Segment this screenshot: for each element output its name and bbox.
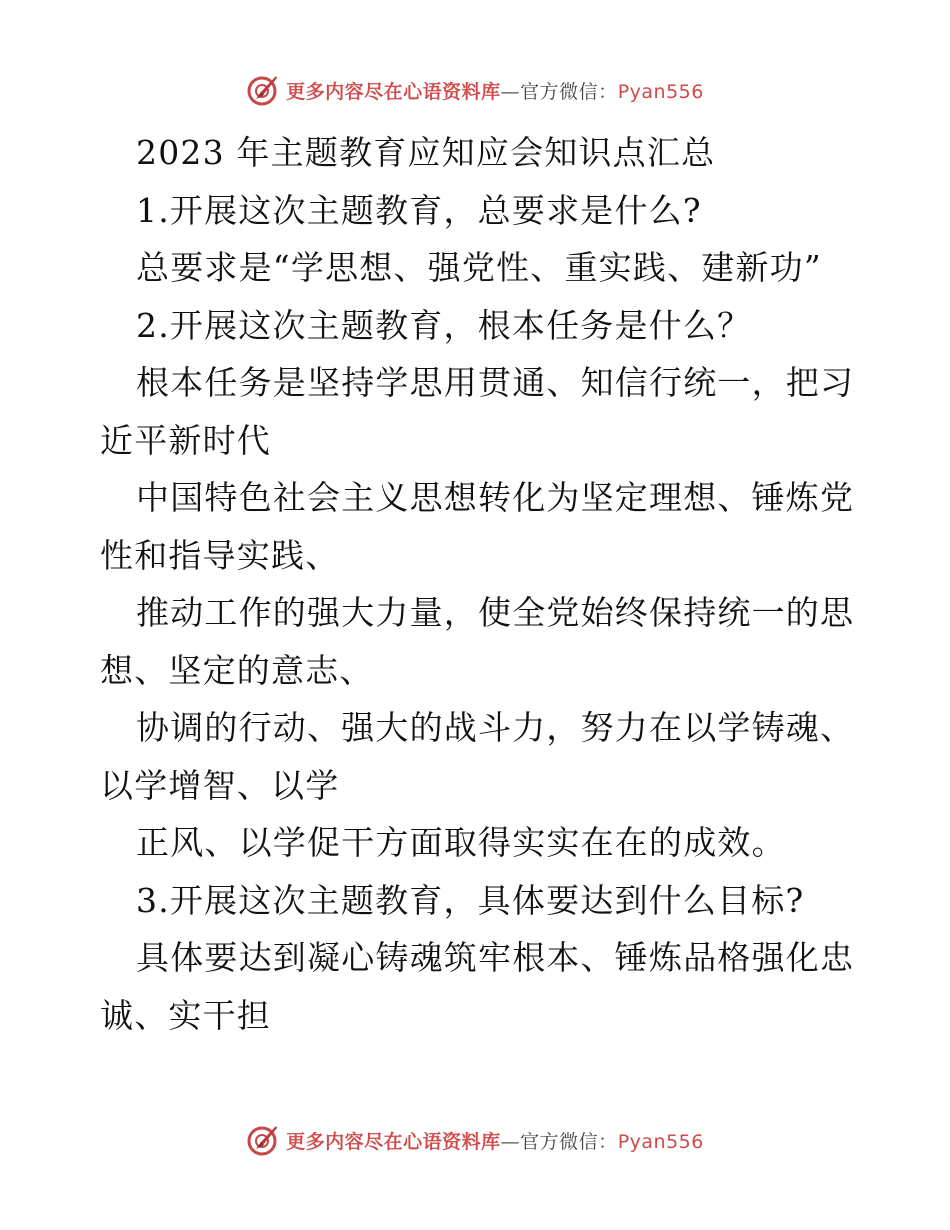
answer-2-line-7: 协调的行动、强大的战斗力，努力在以学铸魂、	[136, 708, 855, 747]
answer-2-line-1: 根本任务是坚持学思用贯通、知信行统一，把习	[136, 363, 855, 402]
banner-wechat-handle: Pyan556	[617, 1130, 704, 1153]
answer-2-line-4: 性和指导实践、	[100, 535, 340, 575]
banner-separator: —	[500, 80, 521, 103]
answer-2-line-8: 以学增智、以学	[100, 765, 340, 805]
header-banner-text	[286, 77, 704, 104]
banner-brand: 更多内容尽在心语资料库	[286, 80, 501, 103]
banner-wechat-handle: Pyan556	[617, 80, 704, 103]
banner-contact-label: 官方微信：	[520, 1130, 618, 1153]
question-2: 2.开展这次主题教育，根本任务是什么？	[136, 305, 752, 345]
footer-banner-text	[286, 1127, 704, 1154]
banner-brand: 更多内容尽在心语资料库	[286, 1130, 501, 1153]
question-1: 1.开展这次主题教育，总要求是什么?	[136, 190, 702, 230]
header-banner	[0, 70, 950, 110]
question-3: 3.开展这次主题教育，具体要达到什么目标?	[136, 880, 805, 920]
document-body	[100, 124, 856, 1044]
quill-pen-circle-logo-icon	[246, 1123, 280, 1157]
answer-2-line-2: 近平新时代	[100, 420, 271, 460]
answer-2-line-6: 想、坚定的意志、	[100, 650, 374, 690]
answer-1: 总要求是“学思想、强党性、重实践、建新功”	[136, 248, 822, 287]
banner-separator: —	[500, 1130, 521, 1153]
banner-contact-label: 官方微信：	[520, 80, 618, 103]
answer-3-line-1: 具体要达到凝心铸魂筑牢根本、锤炼品格强化忠	[136, 938, 855, 977]
answer-2-line-9: 正风、以学促干方面取得实实在在的成效。	[136, 823, 786, 862]
footer-banner	[0, 1120, 950, 1160]
doc-title: 2023 年主题教育应知应会知识点汇总	[136, 133, 716, 172]
answer-3-line-2: 诚、实干担	[100, 995, 271, 1035]
answer-2-line-5: 推动工作的强大力量，使全党始终保持统一的思	[136, 593, 855, 632]
quill-pen-circle-logo-icon	[246, 73, 280, 107]
answer-2-line-3: 中国特色社会主义思想转化为坚定理想、锤炼党	[136, 478, 855, 517]
